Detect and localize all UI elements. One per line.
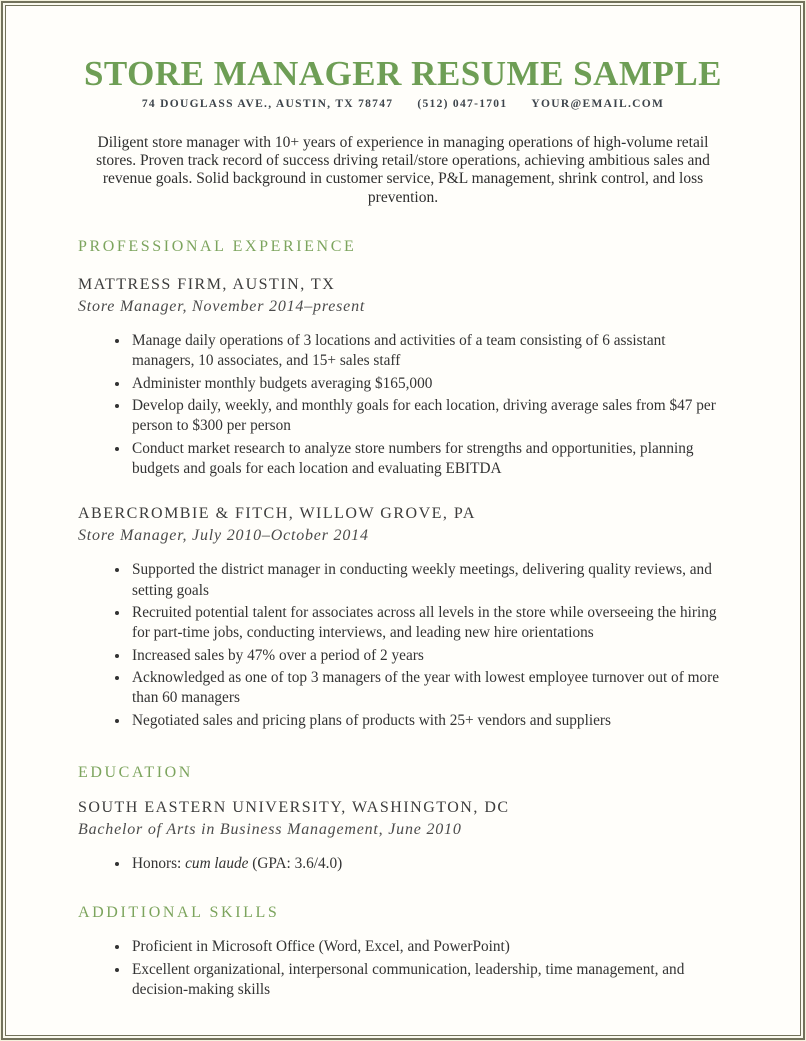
role-dates-line: Store Manager, July 2010–October 2014 (78, 527, 369, 545)
job-entry-mattress-firm (78, 276, 728, 479)
job-bullet-list (78, 331, 728, 479)
section-heading-education: EDUCATION (78, 764, 193, 782)
contact-address: 74 DOUGLASS AVE., AUSTIN, TX 78747 (141, 97, 394, 110)
job-bullet-list (78, 560, 728, 731)
skills-bullet-list (78, 937, 728, 1000)
resume-border-outer (1, 1, 805, 1040)
job-bullet: • Manage daily operations of 3 locations and activities of a team consisting of 6 assistant managers, 10 associates, and 15+ sales staff (130, 331, 728, 372)
resume-border-inner (5, 5, 801, 1036)
job-bullet: • Increased sales by 47% over a period of 2 years (130, 646, 728, 666)
contact-email: YOUR@EMAIL.COM (531, 97, 665, 110)
company-heading: MATTRESS FIRM, AUSTIN, TX (78, 275, 336, 293)
section-heading-experience: PROFESSIONAL EXPERIENCE (78, 237, 357, 255)
skill-bullet: • Excellent organizational, interpersonal communication, leadership, time management, and decision-making skills (130, 960, 728, 1001)
resume-title: STORE MANAGER RESUME SAMPLE (83, 54, 723, 93)
school-heading: SOUTH EASTERN UNIVERSITY, WASHINGTON, DC (78, 799, 510, 817)
education-bullet-list (78, 854, 728, 874)
job-bullet: • Acknowledged as one of top 3 managers of the year with lowest employee turnover out of more than 60 managers (130, 668, 728, 709)
education-entry (78, 799, 728, 874)
contact-phone: (512) 047-1701 (417, 97, 508, 110)
summary-paragraph: Diligent store manager with 10+ years of experience in managing operations of high-volume retail stores. Proven track record of success driving retail/store operations, achieving ambitious sales and revenue goals. Solid background in customer service, P&L management, shrink control, and loss prevention. (96, 133, 710, 206)
job-entry-abercrombie-fitch (78, 505, 728, 731)
job-bullet: • Conduct market research to analyze store numbers for strengths and opportunities, planning budgets and goals for each location and evaluating EBITDA (130, 439, 728, 480)
job-bullet: • Recruited potential talent for associates across all levels in the store while overseeing the hiring for part-time jobs, conducting interviews, and leading new hire orientations (130, 603, 728, 644)
job-bullet: • Develop daily, weekly, and monthly goals for each location, driving average sales from $47 per person to $300 per person (130, 396, 728, 437)
honors-latin: cum laude (185, 855, 249, 873)
honors-bullet (130, 854, 728, 874)
role-dates-line: Store Manager, November 2014–present (78, 297, 366, 315)
honors-prefix: Honors: (132, 855, 186, 873)
section-heading-additional-skills: ADDITIONAL SKILLS (78, 904, 280, 922)
job-bullet: • Negotiated sales and pricing plans of products with 25+ vendors and suppliers (130, 711, 728, 731)
honors-suffix: (GPA: 3.6/4.0) (248, 855, 343, 873)
contact-line (78, 98, 728, 110)
job-bullet: • Supported the district manager in conducting weekly meetings, delivering quality reviews, and setting goals (130, 560, 728, 601)
job-bullet: • Administer monthly budgets averaging $165,000 (130, 374, 728, 394)
degree-line: Bachelor of Arts in Business Management, June 2010 (78, 821, 462, 839)
company-heading: ABERCROMBIE & FITCH, WILLOW GROVE, PA (78, 505, 476, 523)
skill-bullet: • Proficient in Microsoft Office (Word, Excel, and PowerPoint) (130, 937, 728, 957)
